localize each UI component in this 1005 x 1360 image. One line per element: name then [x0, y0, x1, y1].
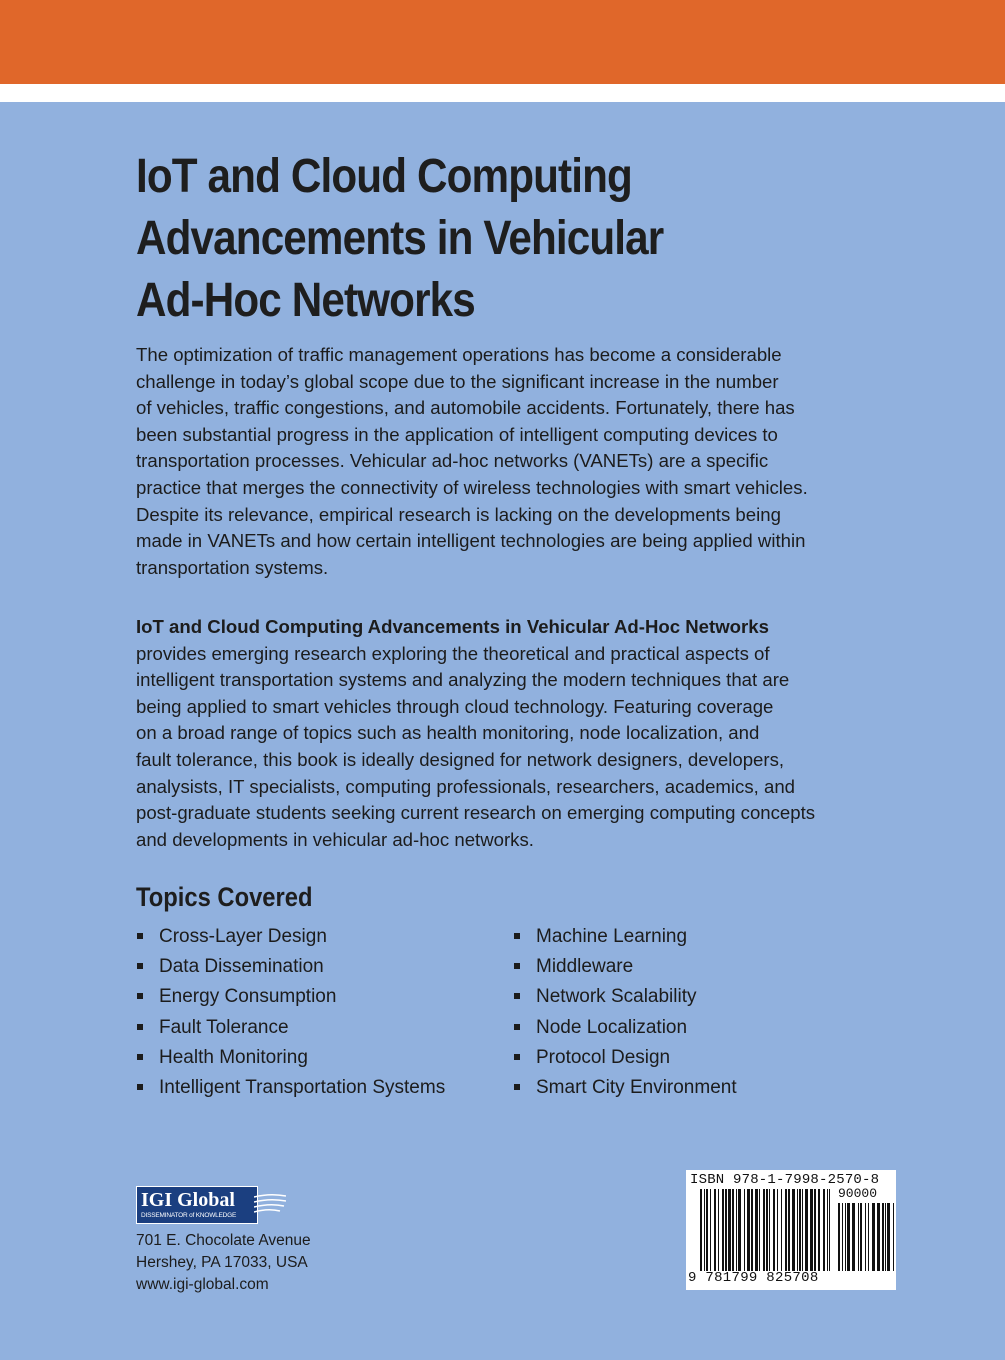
paragraph-line: challenge in today’s global scope due to the significant increase in the number	[136, 370, 779, 392]
barcode-bar	[744, 1189, 745, 1271]
paragraph-line: being applied to smart vehicles through cloud technology. Featuring coverage	[136, 695, 774, 717]
topic-item	[513, 984, 737, 1014]
barcode-bar	[838, 1203, 840, 1271]
topic-label: Energy Consumption	[159, 986, 337, 1008]
topics-list-right	[513, 924, 737, 1105]
barcode-bar	[766, 1189, 768, 1271]
isbn-label: ISBN 978-1-7998-2570-8	[690, 1172, 880, 1188]
topic-label: Protocol Design	[536, 1046, 671, 1068]
barcode-bar	[725, 1189, 727, 1271]
square-bullet-icon	[137, 1084, 143, 1090]
publisher-logo	[136, 1186, 286, 1226]
paragraph-line: Despite its relevance, empirical research is lacking on the developments being	[136, 503, 781, 525]
description-paragraph-2	[136, 614, 876, 853]
isbn-barcode	[686, 1170, 896, 1290]
barcode-bar	[759, 1189, 760, 1271]
paragraph-line: on a broad range of topics such as health monitoring, node localization, and	[136, 722, 760, 744]
barcode-icon	[700, 1189, 830, 1271]
barcode-bar	[773, 1189, 775, 1271]
barcode-bar	[706, 1189, 708, 1271]
topic-item	[513, 954, 737, 984]
logo-swoosh-icon	[254, 1192, 286, 1216]
topic-item	[513, 1045, 737, 1075]
barcode-bar	[738, 1189, 741, 1271]
barcode-bar	[858, 1203, 859, 1271]
logo-name: IGI Global	[141, 1189, 235, 1211]
bold-book-title: IoT and Cloud Computing Advancements in Vehicular Ad-Hoc Networks	[136, 616, 769, 637]
ean-digits: 9 781799 825708	[688, 1270, 819, 1286]
barcode-bar	[810, 1189, 813, 1271]
topic-label: Data Dissemination	[159, 956, 324, 978]
barcode-bar	[755, 1189, 758, 1271]
square-bullet-icon	[137, 993, 143, 999]
barcode-bar	[818, 1189, 820, 1271]
paragraph-line: fault tolerance, this book is ideally designed for network designers, developers,	[136, 748, 785, 770]
square-bullet-icon	[514, 1024, 520, 1030]
barcode-bar	[842, 1203, 843, 1271]
topic-item	[136, 1075, 445, 1105]
address-line: Hershey, PA 17033, USA	[136, 1254, 308, 1271]
barcode-bar	[868, 1203, 869, 1271]
price-code: 90000	[838, 1186, 878, 1201]
square-bullet-icon	[514, 1054, 520, 1060]
barcode-bar	[860, 1203, 862, 1271]
barcode-bar	[877, 1203, 880, 1271]
topic-label: Machine Learning	[536, 926, 688, 947]
topic-label: Middleware	[536, 956, 634, 978]
title-line: Advancements in Vehicular	[136, 212, 664, 265]
square-bullet-icon	[137, 963, 143, 969]
barcode-supplement-icon	[838, 1203, 894, 1271]
topic-label: Smart City Environment	[536, 1076, 737, 1098]
barcode-bar	[751, 1189, 753, 1271]
publisher-address	[136, 1230, 311, 1296]
paragraph-line: and developments in vehicular ad-hoc networks.	[136, 828, 534, 850]
topic-item	[136, 954, 445, 984]
barcode-bar	[718, 1189, 719, 1271]
barcode-bar	[792, 1189, 795, 1271]
square-bullet-icon	[514, 963, 520, 969]
topic-item	[136, 984, 445, 1014]
website-url: www.igi-global.com	[136, 1276, 269, 1293]
barcode-bar	[887, 1203, 890, 1271]
paragraph-line: transportation processes. Vehicular ad-hoc networks (VANETs) are a specific	[136, 450, 769, 472]
topic-item	[136, 1045, 445, 1075]
paragraph-line: provides emerging research exploring the theoretical and practical aspects of	[136, 642, 770, 664]
barcode-bar	[710, 1189, 711, 1271]
top-color-band	[0, 0, 1005, 84]
barcode-bar	[769, 1189, 770, 1271]
barcode-bar	[728, 1189, 731, 1271]
paragraph-line: analysists, IT specialists, computing professionals, researchers, academics, and	[136, 775, 795, 797]
square-bullet-icon	[514, 1084, 520, 1090]
paragraph-line: intelligent transportation systems and analyzing the modern techniques that are	[136, 669, 790, 691]
topic-label: Network Scalability	[536, 986, 697, 1008]
barcode-bar	[722, 1189, 724, 1271]
barcode-bar	[777, 1189, 778, 1271]
square-bullet-icon	[514, 933, 520, 939]
barcode-bar	[732, 1189, 734, 1271]
square-bullet-icon	[137, 1024, 143, 1030]
paragraph-line: of vehicles, traffic congestions, and automobile accidents. Fortunately, there has	[136, 397, 795, 419]
paragraph-line: made in VANETs and how certain intelligent technologies are being applied within	[136, 530, 806, 552]
topic-label: Intelligent Transportation Systems	[159, 1076, 446, 1098]
barcode-bar	[747, 1189, 750, 1271]
title-line: Ad-Hoc Networks	[136, 274, 475, 327]
description-paragraph-1	[136, 342, 876, 581]
barcode-bar	[852, 1203, 855, 1271]
topic-item	[136, 1015, 445, 1045]
topic-item	[513, 924, 737, 954]
barcode-bar	[823, 1189, 825, 1271]
address-line: 701 E. Chocolate Avenue	[136, 1232, 311, 1249]
barcode-bar	[872, 1203, 875, 1271]
barcode-bar	[829, 1189, 830, 1271]
book-title	[136, 146, 805, 332]
barcode-bar	[788, 1189, 790, 1271]
topic-label: Health Monitoring	[159, 1046, 308, 1068]
barcode-bar	[797, 1189, 798, 1271]
topic-item	[513, 1015, 737, 1045]
barcode-bar	[865, 1203, 866, 1271]
barcode-bar	[700, 1189, 702, 1271]
topic-item	[136, 924, 445, 954]
paragraph-line: The optimization of traffic management operations has become a considerable	[136, 344, 782, 365]
barcode-bar	[882, 1203, 884, 1271]
barcode-bar	[893, 1203, 894, 1271]
topic-label: Node Localization	[536, 1016, 688, 1038]
square-bullet-icon	[137, 933, 143, 939]
barcode-bar	[802, 1189, 803, 1271]
white-divider-strip	[0, 84, 1005, 102]
square-bullet-icon	[137, 1054, 143, 1060]
topics-list-left	[136, 924, 445, 1105]
paragraph-line: been substantial progress in the application of intelligent computing devices to	[136, 423, 778, 445]
logo-badge	[136, 1186, 258, 1224]
topics-heading: Topics Covered	[136, 882, 313, 912]
topic-label: Cross-Layer Design	[159, 926, 327, 947]
barcode-bar	[847, 1203, 850, 1271]
barcode-bar	[704, 1189, 705, 1271]
barcode-bar	[763, 1189, 765, 1271]
barcode-bar	[714, 1189, 716, 1271]
paragraph-line: post-graduate students seeking current research on emerging computing concepts	[136, 802, 816, 824]
barcode-bar	[845, 1203, 846, 1271]
barcode-bar	[736, 1189, 737, 1271]
topic-item	[513, 1075, 737, 1105]
topic-label: Fault Tolerance	[159, 1016, 289, 1038]
square-bullet-icon	[514, 993, 520, 999]
barcode-bar	[799, 1189, 801, 1271]
logo-tagline: DISSEMINATOR of KNOWLEDGE	[141, 1212, 237, 1219]
paragraph-line: transportation systems.	[136, 556, 329, 578]
paragraph-line: practice that merges the connectivity of wireless technologies with smart vehicles.	[136, 476, 808, 498]
barcode-bar	[885, 1203, 886, 1271]
barcode-bar	[781, 1189, 782, 1271]
title-line: IoT and Cloud Computing	[136, 150, 632, 203]
barcode-bar	[827, 1189, 828, 1271]
barcode-bar	[814, 1189, 816, 1271]
barcode-bar	[805, 1189, 808, 1271]
barcode-bar	[785, 1189, 787, 1271]
